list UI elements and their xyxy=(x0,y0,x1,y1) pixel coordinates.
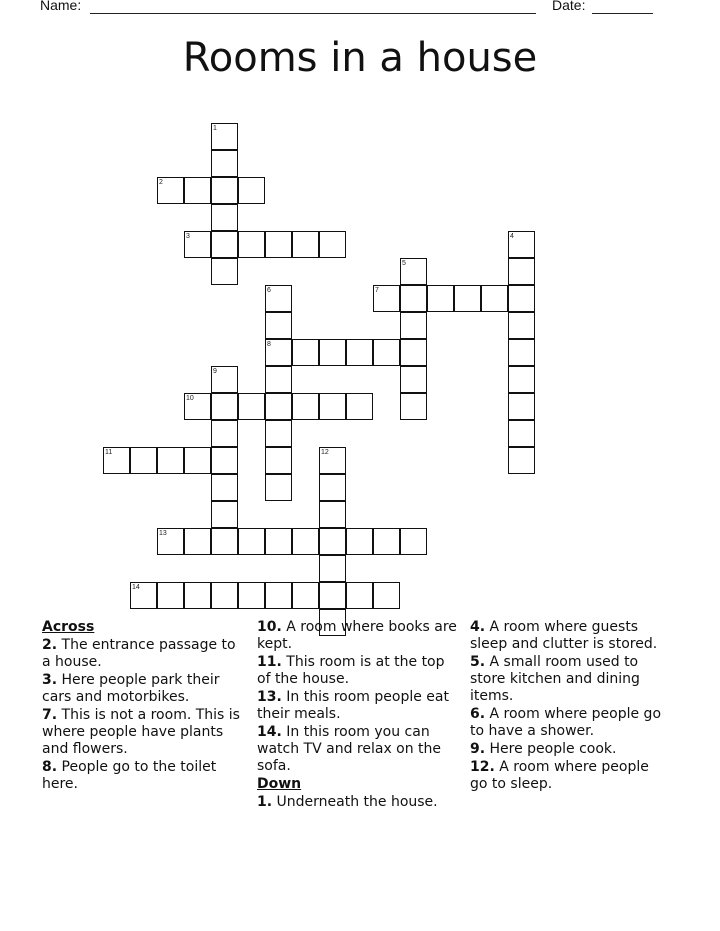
grid-cell[interactable] xyxy=(292,393,319,420)
clue-text: A small room used to store kitchen and dining items. xyxy=(470,654,640,704)
clue-item xyxy=(257,724,457,775)
grid-cell[interactable] xyxy=(508,258,535,285)
grid-cell[interactable] xyxy=(238,177,265,204)
grid-cell[interactable] xyxy=(211,177,238,204)
grid-cell[interactable] xyxy=(211,474,238,501)
grid-cell[interactable] xyxy=(319,528,346,555)
grid-cell[interactable] xyxy=(211,204,238,231)
grid-cell[interactable] xyxy=(346,339,373,366)
clue-item xyxy=(257,689,457,723)
grid-cell[interactable] xyxy=(454,285,481,312)
grid-cell[interactable] xyxy=(508,285,535,312)
clue-number: 5. xyxy=(470,654,486,670)
grid-cell[interactable] xyxy=(508,366,535,393)
clue-number: 4. xyxy=(470,619,486,635)
grid-cell[interactable] xyxy=(373,582,400,609)
clue-number-13: 13 xyxy=(159,530,167,537)
grid-cell[interactable] xyxy=(400,528,427,555)
grid-cell[interactable] xyxy=(346,582,373,609)
grid-cell[interactable] xyxy=(130,447,157,474)
grid-cell[interactable] xyxy=(292,339,319,366)
clue-number: 12. xyxy=(470,759,495,775)
clues-column-3 xyxy=(470,619,670,794)
clue-number-9: 9 xyxy=(213,368,217,375)
clue-item xyxy=(257,619,457,653)
grid-cell[interactable] xyxy=(508,393,535,420)
clue-number-8: 8 xyxy=(267,341,271,348)
grid-cell[interactable] xyxy=(184,177,211,204)
grid-cell[interactable] xyxy=(265,582,292,609)
grid-cell[interactable] xyxy=(292,231,319,258)
grid-cell[interactable] xyxy=(319,339,346,366)
grid-cell[interactable] xyxy=(238,231,265,258)
grid-cell[interactable] xyxy=(238,582,265,609)
grid-cell[interactable] xyxy=(238,393,265,420)
clue-number-5: 5 xyxy=(402,260,406,267)
clues-column-1 xyxy=(42,619,247,794)
clue-text: The entrance passage to a house. xyxy=(42,637,236,670)
grid-cell[interactable] xyxy=(346,393,373,420)
grid-cell[interactable] xyxy=(319,474,346,501)
grid-cell[interactable] xyxy=(265,474,292,501)
clue-item xyxy=(42,637,247,671)
clue-item xyxy=(470,759,670,793)
clue-item xyxy=(470,619,670,653)
name-label: Name: xyxy=(40,0,82,13)
grid-cell[interactable] xyxy=(481,285,508,312)
clue-number: 11. xyxy=(257,654,282,670)
grid-cell[interactable] xyxy=(265,447,292,474)
grid-cell[interactable] xyxy=(211,393,238,420)
clue-number: 7. xyxy=(42,707,58,723)
clue-number-12: 12 xyxy=(321,449,329,456)
grid-cell[interactable] xyxy=(373,339,400,366)
grid-cell[interactable] xyxy=(319,501,346,528)
grid-cell[interactable] xyxy=(211,420,238,447)
clue-number-2: 2 xyxy=(159,179,163,186)
grid-cell[interactable] xyxy=(508,312,535,339)
grid-cell[interactable] xyxy=(400,312,427,339)
grid-cell[interactable] xyxy=(400,285,427,312)
clue-number-6: 6 xyxy=(267,287,271,294)
grid-cell[interactable] xyxy=(508,420,535,447)
grid-cell[interactable] xyxy=(508,447,535,474)
clue-number-7: 7 xyxy=(375,287,379,294)
clue-text: This is not a room. This is where people have plants and flowers. xyxy=(42,707,240,757)
clue-number-14: 14 xyxy=(132,584,140,591)
clue-text: People go to the toilet here. xyxy=(42,759,217,792)
grid-cell[interactable] xyxy=(265,312,292,339)
grid-cell[interactable] xyxy=(265,366,292,393)
page-title: Rooms in a house xyxy=(182,35,538,81)
grid-cell[interactable] xyxy=(184,528,211,555)
grid-cell[interactable] xyxy=(184,447,211,474)
grid-cell[interactable] xyxy=(211,447,238,474)
clue-text: Here people cook. xyxy=(485,741,617,757)
grid-cell[interactable] xyxy=(400,366,427,393)
clue-number-11: 11 xyxy=(105,449,113,456)
clue-item xyxy=(470,706,670,740)
clue-number: 2. xyxy=(42,637,58,653)
clue-number-10: 10 xyxy=(186,395,194,402)
clue-text: A room where books are kept. xyxy=(257,619,457,652)
clue-number: 6. xyxy=(470,706,486,722)
clue-number: 8. xyxy=(42,759,58,775)
clue-item xyxy=(42,672,247,706)
grid-cell[interactable] xyxy=(508,339,535,366)
grid-cell[interactable] xyxy=(400,393,427,420)
grid-cell[interactable] xyxy=(400,339,427,366)
grid-cell[interactable] xyxy=(238,528,265,555)
grid-cell[interactable] xyxy=(346,528,373,555)
clue-text: A room where people go to have a shower. xyxy=(470,706,662,739)
date-label: Date: xyxy=(552,0,586,13)
across-heading: Across xyxy=(42,619,95,635)
grid-cell[interactable] xyxy=(211,258,238,285)
grid-cell[interactable] xyxy=(211,231,238,258)
clue-number: 9. xyxy=(470,741,486,757)
clue-text: A room where guests sleep and clutter is stored. xyxy=(470,619,658,652)
clue-number: 1. xyxy=(257,794,273,810)
clue-number-4: 4 xyxy=(510,233,514,240)
clue-item xyxy=(470,741,670,758)
clue-item xyxy=(470,654,670,705)
grid-cell[interactable] xyxy=(184,582,211,609)
clue-item xyxy=(257,654,457,688)
grid-cell[interactable] xyxy=(427,285,454,312)
grid-cell[interactable] xyxy=(157,447,184,474)
grid-cell[interactable] xyxy=(157,582,184,609)
grid-cell[interactable] xyxy=(292,582,319,609)
grid-cell[interactable] xyxy=(211,528,238,555)
grid-cell[interactable] xyxy=(265,231,292,258)
clue-text: Underneath the house. xyxy=(272,794,438,810)
clue-item xyxy=(257,794,457,811)
grid-cell[interactable] xyxy=(319,393,346,420)
grid-cell[interactable] xyxy=(211,150,238,177)
clue-number: 14. xyxy=(257,724,282,740)
clue-number-3: 3 xyxy=(186,233,190,240)
clue-text: In this room you can watch TV and relax on the sofa. xyxy=(257,724,442,774)
clue-number: 3. xyxy=(42,672,58,688)
clue-number: 10. xyxy=(257,619,282,635)
clue-number-1: 1 xyxy=(213,125,217,132)
grid-cell[interactable] xyxy=(319,555,346,582)
grid-cell[interactable] xyxy=(211,501,238,528)
down-heading: Down xyxy=(257,776,302,792)
clue-number: 13. xyxy=(257,689,282,705)
grid-cell[interactable] xyxy=(265,528,292,555)
grid-cell[interactable] xyxy=(319,582,346,609)
clues-column-2 xyxy=(257,619,457,812)
grid-cell[interactable] xyxy=(265,393,292,420)
clue-item xyxy=(42,707,247,758)
grid-cell[interactable] xyxy=(265,420,292,447)
grid-cell[interactable] xyxy=(292,528,319,555)
clue-text: Here people park their cars and motorbikes. xyxy=(42,672,220,705)
clue-item xyxy=(42,759,247,793)
clue-text: This room is at the top of the house. xyxy=(257,654,445,687)
grid-cell[interactable] xyxy=(373,528,400,555)
clue-text: In this room people eat their meals. xyxy=(257,689,449,722)
clue-text: A room where people go to sleep. xyxy=(470,759,649,792)
grid-cell[interactable] xyxy=(211,582,238,609)
grid-cell[interactable] xyxy=(319,231,346,258)
